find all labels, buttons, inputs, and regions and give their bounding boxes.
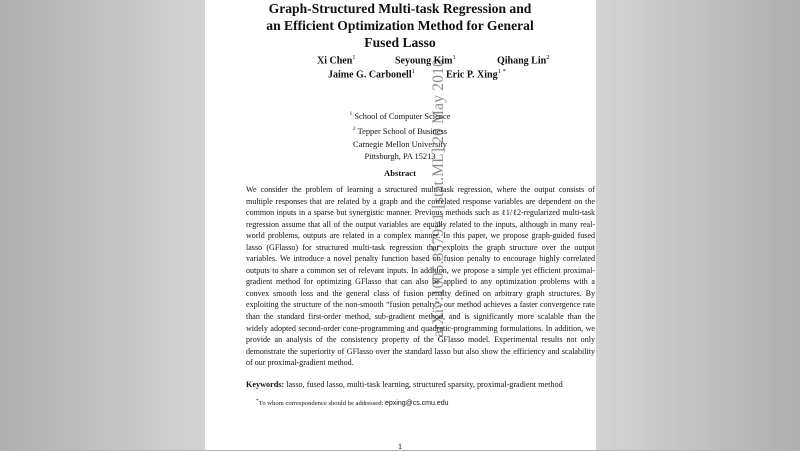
correspondence-footnote: *To whom correspondence should be addressed: epxing@cs.cmu.edu <box>256 398 449 408</box>
arxiv-identifier: arXiv:1005.3579v1 [stat.ML] 20 May 2010 <box>430 58 447 338</box>
page-number: 1 <box>397 441 403 451</box>
author-4: Jaime G. Carbonell$^1$ <box>328 68 415 81</box>
affiliation-1: $^1$ School of Computer Science <box>349 111 451 121</box>
affiliation-2: $^2$ Tepper School of Business <box>352 126 448 137</box>
paper-title <box>0 0 800 51</box>
author-3: Qihang Lin$^2$ <box>497 54 550 67</box>
author-1: Xi Chen$^1$ <box>317 54 356 67</box>
author-5: Eric P. Xing$^{1 *}$ <box>446 68 506 81</box>
keywords-label: Keywords: <box>246 380 285 389</box>
abstract-heading: Abstract <box>384 168 416 178</box>
affiliation-4: Pittsburgh, PA 15213 <box>364 152 436 162</box>
keywords <box>246 380 606 389</box>
title-line-1: Graph-Structured Multi-task Regression and <box>268 1 532 16</box>
author-2: Seyoung Kim$^1$ <box>395 54 456 67</box>
correspondence-email: epxing@cs.cmu.edu <box>385 400 449 408</box>
title-line-2: an Efficient Optimization Method for General <box>266 18 534 33</box>
keywords-list: lasso, fused lasso, multi-task learning, structured sparsity, proximal-gradient method <box>284 380 563 389</box>
title-line-3: Fused Lasso <box>364 35 436 50</box>
affiliations <box>0 108 800 164</box>
abstract-text: We consider the problem of learning a structured multi-task regression, where the output consists of multiple responses that are related by a graph and the correlated response variables are dependent on the common inputs in a sparse but synergistic manner. Previous methods such as ℓ1/ℓ2-regularized multi-task regression assume that all of the output variables are equally related to the inputs, although in many real-world problems, outputs are related in a complex manner. In this paper, we propose graph-guided fused lasso (GFlasso) for structured multi-task regression that exploits the graph structure over the output variables. We introduce a novel penalty function based on fusion penalty to encourage highly correlated outputs to share a common set of relevant inputs. In addition, we propose a simple yet efficient proximal-gradient method for optimizing GFlasso that can also be applied to any optimization problems with a convex smooth loss and the general class of fusion penalty defined on arbitrary graph structures. By exploiting the structure of the non-smooth “fusion penalty”, our method achieves a faster convergence rate than the standard first-order method, sub-gradient method, and is significantly more scalable than the widely adopted second-order cone-programming and quadratic-programming formulations. In addition, we provide an analysis of the consistency property of the GFlasso model. Experimental results not only demonstrate the superiority of GFlasso over the standard lasso but also show the efficiency and scalability of our proximal-gradient method. <box>246 185 595 368</box>
affiliation-3: Carnegie Mellon University <box>353 139 447 149</box>
footnote-mark: * <box>256 398 259 404</box>
left-background <box>0 0 205 450</box>
right-background <box>596 0 800 450</box>
